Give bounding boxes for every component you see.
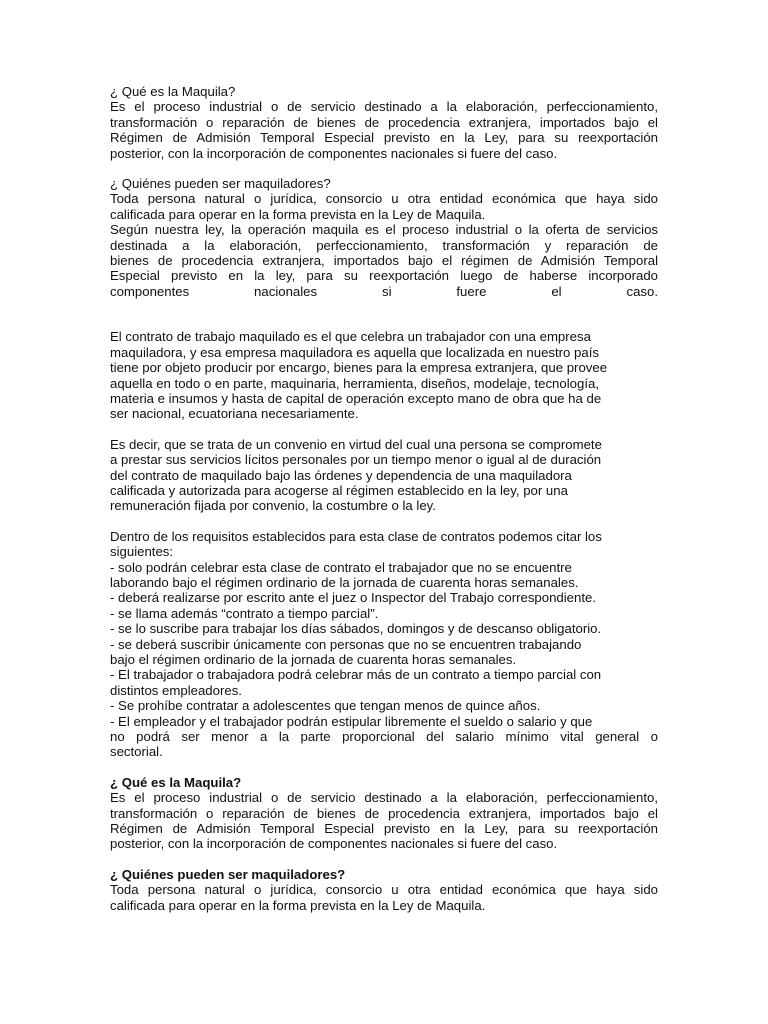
heading-que-es-maquila: ¿ Qué es la Maquila?	[110, 84, 236, 99]
paragraph-line: Toda persona natural o jurídica, consorcio u otra entidad económica que haya sido	[110, 882, 658, 898]
paragraph-line: Régimen de Admisión Temporal Especial previsto en la Ley, para su reexportación	[110, 821, 658, 837]
paragraph-line: del contrato de maquilado bajo las órdenes y dependencia de una maquiladora	[110, 467, 572, 483]
paragraph-line: Es el proceso industrial o de servicio destinado a la elaboración, perfeccionamiento,	[110, 790, 658, 806]
paragraph-line: Régimen de Admisión Temporal Especial previsto en la Ley, para su reexportación	[110, 130, 658, 146]
paragraph-line: aquella en todo o en parte, maquinaria, herramienta, diseños, modelaje, tecnología,	[110, 375, 599, 391]
list-item: - El trabajador o trabajadora podrá celebrar más de un contrato a tiempo parcial con	[110, 667, 602, 683]
paragraph-line: posterior, con la incorporación de componentes nacionales si fuere del caso.	[110, 145, 558, 161]
paragraph-line: destinada a la elaboración, perfeccionamiento, transformación y reparación de	[110, 237, 658, 253]
paragraph-line: calificada para operar en la forma prevista en la Ley de Maquila.	[110, 206, 486, 222]
list-item: - se lo suscribe para trabajar los días sábados, domingos y de descanso obligatorio.	[110, 621, 602, 637]
heading-quienes-maquiladores: ¿ Quiénes pueden ser maquiladores?	[110, 176, 331, 192]
list-item: laborando bajo el régimen ordinario de la jornada de cuarenta horas semanales.	[110, 574, 579, 590]
document-page	[110, 84, 658, 913]
list-item: distintos empleadores.	[110, 682, 242, 698]
heading-quienes-maquiladores-bold: ¿ Quiénes pueden ser maquiladores?	[110, 866, 346, 882]
paragraph-line: Es decir, que se trata de un convenio en virtud del cual una persona se compromete	[110, 436, 602, 452]
paragraph-line: transformación o reparación de bienes de procedencia extranjera, importados bajo el	[110, 805, 658, 821]
list-item: - deberá realizarse por escrito ante el juez o Inspector del Trabajo correspondiente.	[110, 590, 597, 606]
paragraph-line: Dentro de los requisitos establecidos para esta clase de contratos podemos citar los	[110, 528, 602, 544]
list-item: sectorial.	[110, 744, 163, 760]
list-item: bajo el régimen ordinario de la jornada de cuarenta horas semanales.	[110, 652, 517, 667]
paragraph-line: ser nacional, ecuatoriana necesariamente.	[110, 406, 359, 422]
list-item: - se deberá suscribir únicamente con personas que no se encuentren trabajando	[110, 636, 582, 652]
paragraph-line: Según nuestra ley, la operación maquila es el proceso industrial o la oferta de servicios	[110, 222, 658, 238]
paragraph-line: a prestar sus servicios lícitos personales por un tiempo menor o igual al de duración	[110, 452, 602, 468]
paragraph-line: calificada para operar en la forma prevista en la Ley de Maquila.	[110, 897, 486, 913]
paragraph-line: bienes de procedencia extranjera, importados bajo el régimen de Admisión Temporal	[110, 253, 658, 269]
paragraph-line: maquiladora, y esa empresa maquiladora es aquella que localizada en nuestro país	[110, 344, 599, 360]
paragraph-line: posterior, con la incorporación de componentes nacionales si fuere del caso.	[110, 836, 558, 852]
list-item: no podrá ser menor a la parte proporcional del salario mínimo vital general o	[110, 729, 658, 745]
list-item: - El empleador y el trabajador podrán estipular libremente el sueldo o salario y que	[110, 713, 593, 729]
paragraph-line: Es el proceso industrial o de servicio destinado a la elaboración, perfeccionamiento,	[110, 99, 658, 115]
list-item: - Se prohíbe contratar a adolescentes que tengan menos de quince años.	[110, 698, 541, 714]
list-item: - se llama además “contrato a tiempo parcial”.	[110, 605, 379, 621]
paragraph-line: Toda persona natural o jurídica, consorcio u otra entidad económica que haya sido	[110, 191, 658, 207]
paragraph-line: remuneración fijada por convenio, la costumbre o la ley.	[110, 498, 436, 514]
paragraph-line: componentes nacionales si fuere el caso.	[110, 283, 658, 299]
paragraph-line: tiene por objeto producir por encargo, bienes para la empresa extranjera, que provee	[110, 360, 608, 376]
paragraph-line: El contrato de trabajo maquilado es el que celebra un trabajador con una empresa	[110, 329, 591, 345]
paragraph-line: calificada y autorizada para acogerse al régimen establecido en la ley, por una	[110, 482, 568, 498]
paragraph-line: transformación o reparación de bienes de procedencia extranjera, importados bajo el	[110, 114, 658, 130]
list-item: - solo podrán celebrar esta clase de contrato el trabajador que no se encuentre	[110, 559, 572, 575]
paragraph-line: Especial previsto en la ley, para su reexportación luego de haberse incorporado	[110, 268, 658, 284]
paragraph-line: materia e insumos y hasta de capital de operación excepto mano de obra que ha de	[110, 390, 602, 406]
heading-que-es-maquila-bold: ¿ Qué es la Maquila?	[110, 774, 242, 790]
paragraph-line: siguientes:	[110, 544, 174, 560]
